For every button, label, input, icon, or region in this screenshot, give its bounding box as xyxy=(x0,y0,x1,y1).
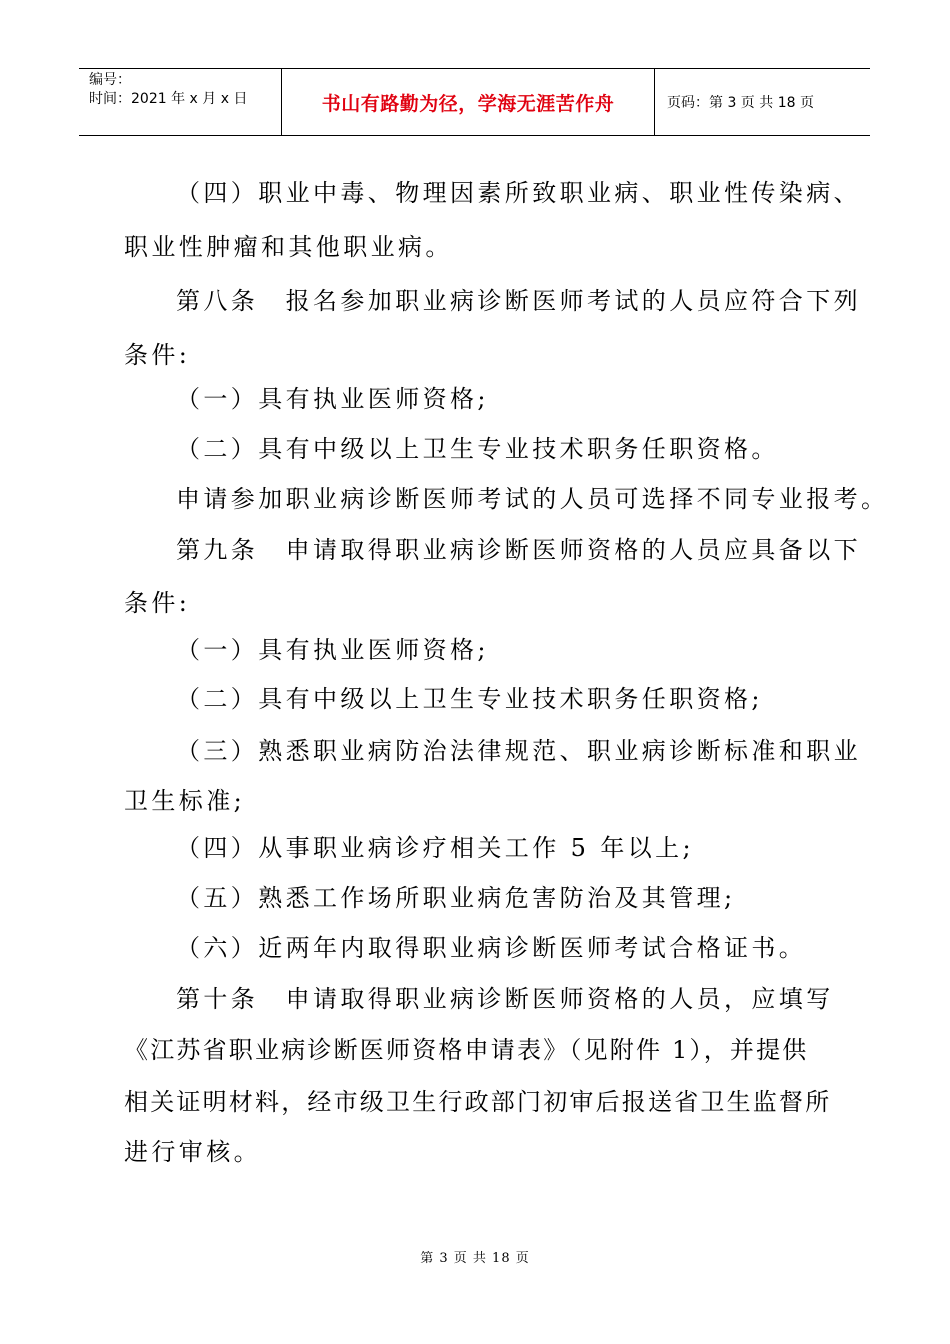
article-10-heading-line: 第十条 申请取得职业病诊断医师资格的人员，应填写 xyxy=(176,985,834,1013)
paragraph-line: 条件: xyxy=(124,341,191,369)
paragraph-line: 相关证明材料，经市级卫生行政部门初审后报送省卫生监督所 xyxy=(124,1088,832,1116)
document-time-label: 时间：2021 年 x 月 x 日 xyxy=(89,91,248,107)
document-number-label: 编号： xyxy=(89,72,131,88)
paragraph-line: （一）具有执业医师资格; xyxy=(176,385,489,413)
paragraph-line: （四）从事职业病诊疗相关工作 5 年以上; xyxy=(176,834,695,862)
paragraph-line: （六）近两年内取得职业病诊断医师考试合格证书。 xyxy=(176,934,807,962)
paragraph-line: （一）具有执业医师资格; xyxy=(176,636,489,664)
paragraph-line: 卫生标准; xyxy=(124,787,246,815)
header-meta xyxy=(79,69,281,135)
header-page-info: 页码：第 3 页 共 18 页 xyxy=(667,95,814,111)
paragraph-line: 条件: xyxy=(124,589,191,617)
paragraph-line: （三）熟悉职业病防治法律规范、职业病诊断标准和职业 xyxy=(176,737,861,765)
paragraph-line: 进行审核。 xyxy=(124,1138,261,1166)
paragraph-line: 申请参加职业病诊断医师考试的人员可选择不同专业报考。 xyxy=(176,485,889,513)
paragraph-line: （二）具有中级以上卫生专业技术职务任职资格; xyxy=(176,685,763,713)
paragraph-line: 职业性肿瘤和其他职业病。 xyxy=(124,233,453,261)
page-header xyxy=(79,68,870,136)
paragraph-line: （四）职业中毒、物理因素所致职业病、职业性传染病、 xyxy=(176,179,861,207)
paragraph-line: （二）具有中级以上卫生专业技术职务任职资格。 xyxy=(176,435,779,463)
paragraph-line: （五）熟悉工作场所职业病危害防治及其管理; xyxy=(176,884,736,912)
article-9-heading-line: 第九条 申请取得职业病诊断医师资格的人员应具备以下 xyxy=(176,536,861,564)
article-8-heading-line: 第八条 报名参加职业病诊断医师考试的人员应符合下列 xyxy=(176,287,861,315)
header-motto: 书山有路勤为径，学海无涯苦作舟 xyxy=(281,69,655,135)
page-footer: 第 3 页 共 18 页 xyxy=(420,1251,530,1266)
paragraph-line: 《江苏省职业病诊断医师资格申请表》（见附件 1），并提供 xyxy=(124,1036,809,1064)
